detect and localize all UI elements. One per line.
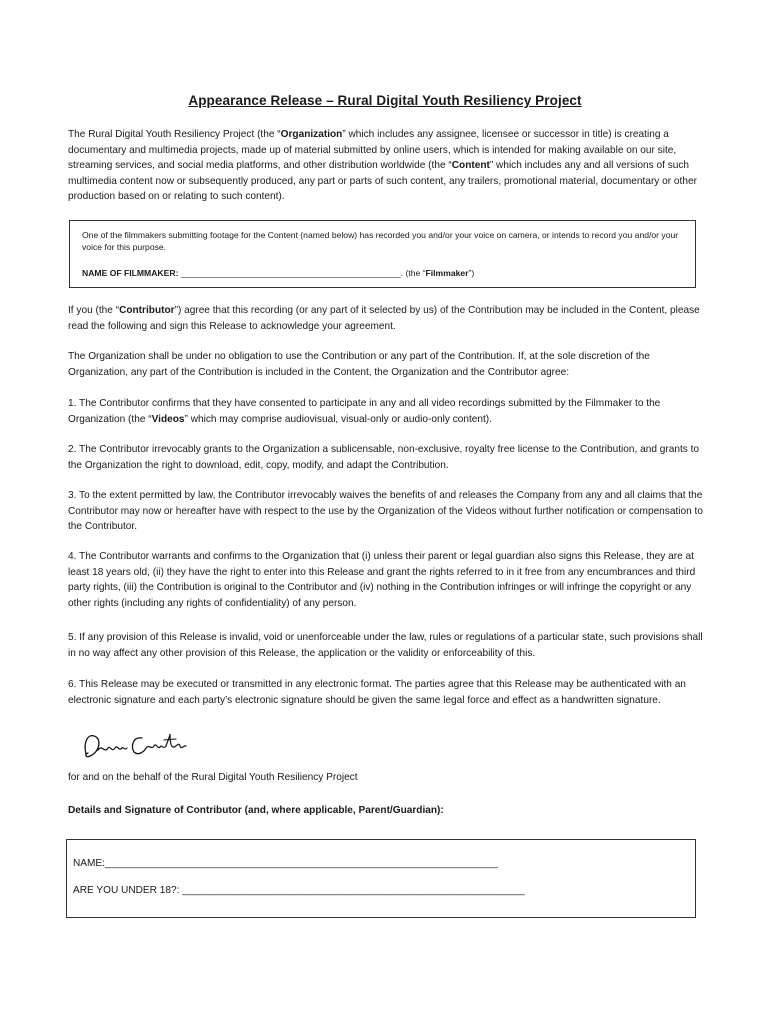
clause-5: 5. If any provision of this Release is invalid, void or unenforceable under the law, rules or regulations of a particular state, such provisions shall in no way affect any other provision of this Release, the application or the validity or enforceability of this. (68, 632, 703, 659)
clause-2: 2. The Contributor irrevocably grants to the Organization a sublicensable, non-exclusive, royalty free license to the Contribution, and grants to the Organization the right to download, edit, copy, modify, and adapt the Contribution. (68, 444, 700, 471)
organization-term: Organization (280, 129, 343, 140)
content-term: Content (451, 160, 490, 172)
filmmaker-name-field[interactable]: NAME OF FILMMAKER: ______________________________________________. (the “Filmmaker”) (82, 268, 475, 278)
under-18-label: ARE YOU UNDER 18?: (73, 885, 180, 896)
contributor-term: Contributor (119, 305, 175, 316)
filmmaker-name-label: NAME OF FILMMAKER: (82, 268, 179, 278)
contributor-name-blank[interactable]: ______________________________________________________________________ (104, 858, 498, 869)
clause-6: 6. This Release may be executed or transmitted in any electronic format. The parties agree that this Release may be authenticated with an electronic signature and each party’s electronic signature should be given the same legal force and effect as a handwritten signature. (68, 679, 686, 706)
handwritten-signature (80, 728, 200, 762)
contributor-paragraph: If you (the “Contributor”) agree that this recording (or any part of it selected by us) of the Contribution may be included in the Content, please read the following and sign this Release to acknowledge your agreement. (68, 305, 700, 332)
clause-4: 4. The Contributor warrants and confirms to the Organization that (i) unless their parent or legal guardian also signs this Release, they are at least 18 years old, (ii) they have the right to enter into this Release and grant the rights referred to in it free from any encumbrances and third party rights, (iii) the Contribution is original to the Contributor and (iv) nothing in the Contribution infringes or will infringe the copyright or any other rights (including any rights of confidentiality) of any person. (68, 551, 696, 609)
details-heading: Details and Signature of Contributor (and, where applicable, Parent/Guardian): (68, 805, 444, 816)
contributor-name-label: NAME: (73, 858, 105, 869)
filmmaker-term: Filmmaker (425, 268, 469, 278)
behalf-line: for and on the behalf of the Rural Digital Youth Resiliency Project (68, 772, 358, 783)
contributor-name-field[interactable] (73, 857, 498, 871)
clause-3: 3. To the extent permitted by law, the Contributor irrevocably waives the benefits of and releases the Company from any and all claims that the Contributor may now or hereafter have with respect to the use by the Organization of the Videos without further notification or compensation to the Contributor. (68, 490, 703, 533)
videos-term: Videos (151, 413, 185, 425)
under-18-field[interactable] (73, 884, 525, 898)
obligation-paragraph: The Organization shall be under no obligation to use the Contribution or any part of the Contribution. If, at the sole discretion of the Organization, any part of the Contribution is included in the Content, the Organization and the Contributor agree: (68, 351, 650, 378)
document-title: Appearance Release – Rural Digital Youth Resiliency Project (188, 93, 582, 108)
contributor-form-box (66, 839, 696, 918)
clause-1: 1. The Contributor confirms that they have consented to participate in any and all video recordings submitted by the Filmmaker to the Organization (the “Videos” which may comprise audiovisual, visual-only or audio-only content). (68, 398, 661, 425)
intro-paragraph: The Rural Digital Youth Resiliency Project (the “Organization” which includes any assignee, licensee or successor in title) is creating a documentary and multimedia projects, made up of material submitted by online users, which is intended for making available on our site, streaming services, and social media platforms, and other distribution worldwide (the “Content” which includes any and all versions of such multimedia content now or subsequently produced, any part or parts of such content, any trailers, promotional material, documentary or other production based on or relating to such content). (68, 129, 697, 203)
filmmaker-box (69, 220, 696, 288)
filmmaker-name-blank[interactable]: ______________________________________________ (180, 268, 401, 278)
filmmaker-notice: One of the filmmakers submitting footage for the Content (named below) has recorded you and/or your voice on camera, or intends to record you and/or your voice for this purpose. (82, 230, 679, 252)
under-18-blank[interactable]: _____________________________________________________________ (182, 885, 525, 896)
